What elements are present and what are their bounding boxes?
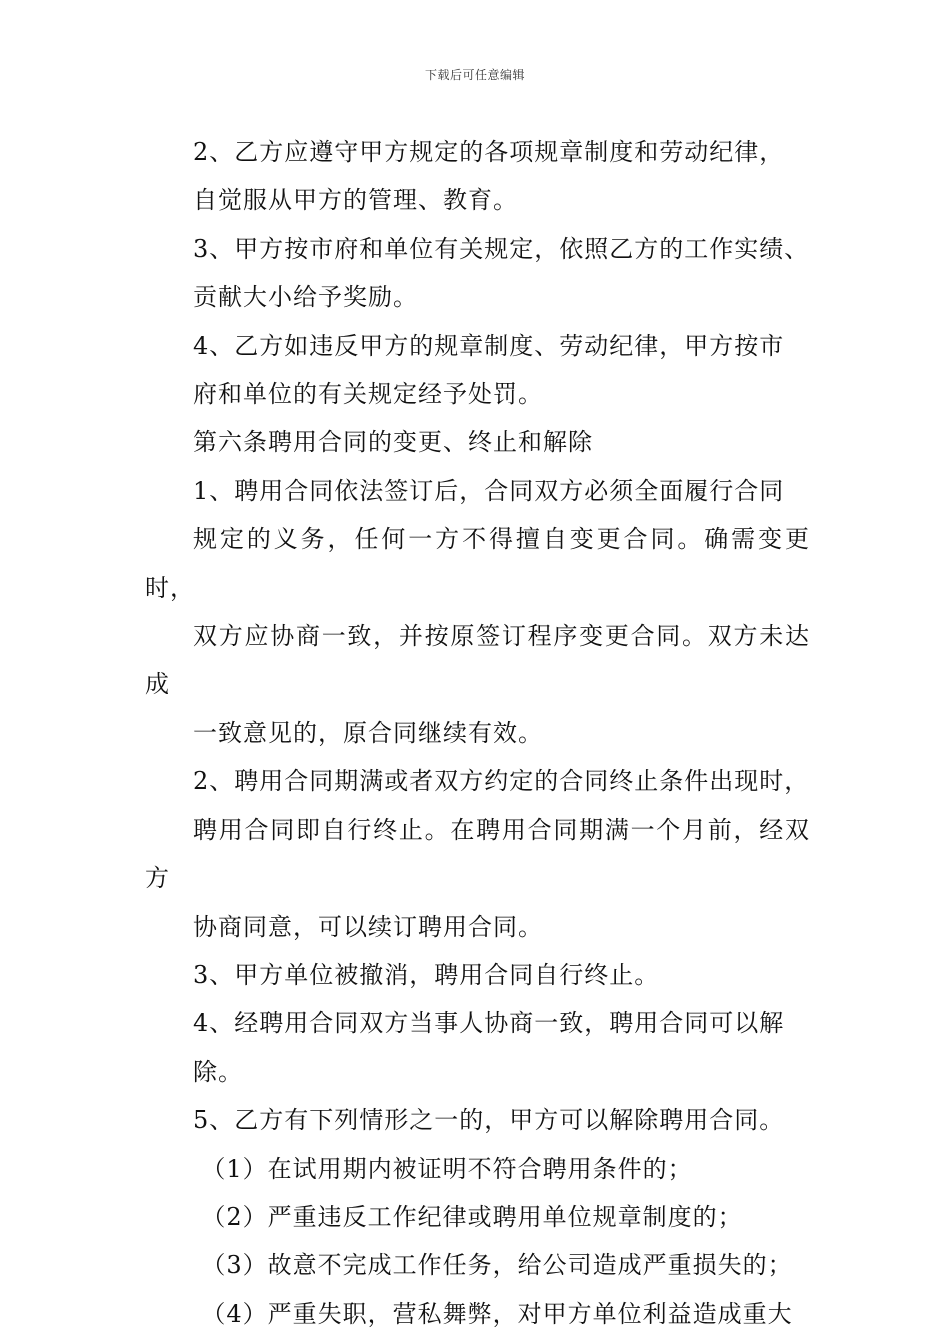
- paragraph-line: 5、乙方有下列情形之一的，甲方可以解除聘用合同。: [193, 1106, 785, 1135]
- paragraph-line: （2）严重违反工作纪律或聘用单位规章制度的；: [201, 1202, 743, 1231]
- paragraph: [145, 467, 810, 757]
- paragraph-line: 2、聘用合同期满或者双方约定的合同终止条件出现时，: [193, 767, 810, 796]
- paragraph: [145, 757, 810, 951]
- paragraph-line: 一致意见的，原合同继续有效。: [193, 718, 543, 747]
- paragraph-line: 4、经聘用合同双方当事人协商一致，聘用合同可以解: [193, 1009, 785, 1038]
- list-item: [145, 1290, 810, 1338]
- paragraph: [145, 1096, 810, 1144]
- paragraph-line: 第六条聘用合同的变更、终止和解除: [193, 428, 593, 457]
- list-item: [145, 1193, 810, 1241]
- paragraph-line: 除。: [193, 1057, 243, 1086]
- paragraph-line: 3、甲方单位被撤消，聘用合同自行终止。: [193, 960, 660, 989]
- paragraph: [145, 322, 810, 419]
- paragraph-line: 协商同意，可以续订聘用合同。: [193, 912, 543, 941]
- paragraph-line: （3）故意不完成工作任务，给公司造成严重损失的；: [201, 1251, 793, 1280]
- paragraph-line: 府和单位的有关规定经予处罚。: [193, 380, 543, 409]
- paragraph: [145, 951, 810, 999]
- paragraph-line: 自觉服从甲方的管理、教育。: [193, 186, 518, 215]
- paragraph-line: 3、甲方按市府和单位有关规定，依照乙方的工作实绩、: [193, 234, 810, 263]
- page-header: 下载后可任意编辑: [424, 68, 525, 82]
- paragraph: [145, 128, 810, 225]
- paragraph-line: 4、乙方如违反甲方的规章制度、劳动纪律，甲方按市: [193, 331, 785, 360]
- paragraph-line: 聘用合同即自行终止。在聘用合同期满一个月前，经双方: [145, 815, 810, 893]
- list-item: [145, 1241, 810, 1289]
- paragraph-line: （4）严重失职，营私舞弊，对甲方单位利益造成重大: [201, 1299, 793, 1328]
- paragraph-line: 贡献大小给予奖励。: [193, 283, 418, 312]
- list-item: [145, 1145, 810, 1193]
- paragraph-line: 1、聘用合同依法签订后，合同双方必须全面履行合同: [193, 476, 785, 505]
- paragraph-line: 规定的义务，任何一方不得擅自变更合同。确需变更时，: [145, 525, 810, 602]
- paragraph: [145, 999, 810, 1096]
- paragraph-line: （1）在试用期内被证明不符合聘用条件的；: [201, 1154, 693, 1183]
- paragraph-line: 双方应协商一致，并按原签订程序变更合同。双方未达成: [145, 622, 810, 699]
- document-body: [145, 128, 810, 1338]
- paragraph: [145, 225, 810, 322]
- paragraph: [145, 418, 810, 466]
- paragraph-line: 2、乙方应遵守甲方规定的各项规章制度和劳动纪律，: [193, 138, 785, 166]
